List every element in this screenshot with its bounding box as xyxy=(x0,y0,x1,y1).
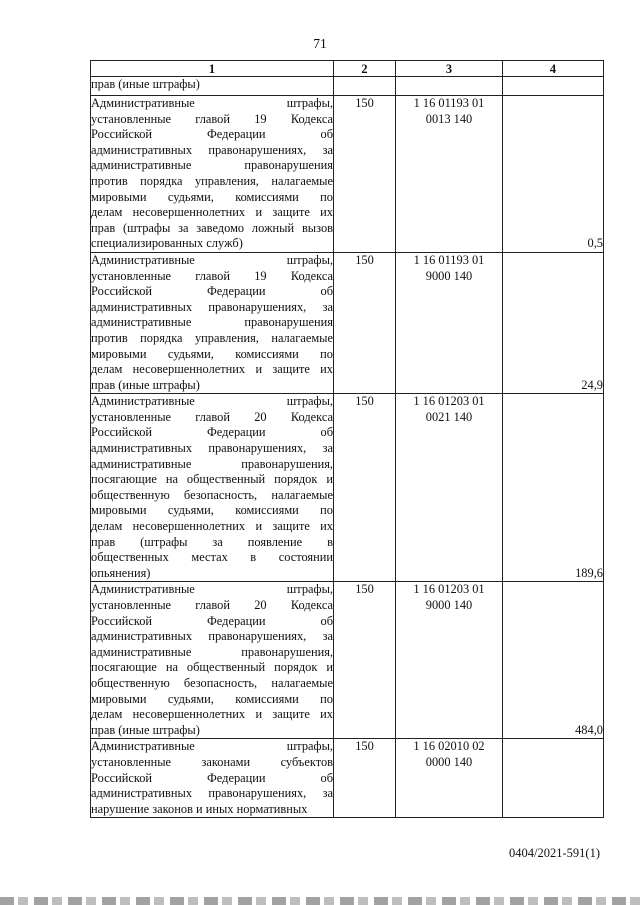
description-line: посягающие на общественный порядок и xyxy=(91,660,333,675)
description-line: делам несовершеннолетних и защите их xyxy=(91,362,333,377)
table-row xyxy=(91,252,604,393)
description-cell xyxy=(91,582,334,739)
description-line: Российской Федерации об xyxy=(91,613,333,628)
description-line: общественную безопасность, налагаемые xyxy=(91,487,333,502)
carryover-empty-cell xyxy=(396,77,503,96)
description-line: мировыми судьями, комиссиями по xyxy=(91,189,333,204)
description-line: прав (иные штрафы) xyxy=(91,377,200,392)
page-number: 71 xyxy=(313,36,327,51)
description-line: делам несовершеннолетних и защите их xyxy=(91,205,333,220)
description-line: мировыми судьями, комиссиями по xyxy=(91,503,333,518)
description-line: административных правонарушениях, за xyxy=(91,441,333,456)
description-line: мировыми судьями, комиссиями по xyxy=(91,691,333,706)
amount-cell: 484,0 xyxy=(503,582,604,739)
column-header-3: 3 xyxy=(396,61,503,77)
description-line: административные правонарушения, xyxy=(91,456,333,471)
carryover-empty-cell xyxy=(503,77,604,96)
description-line: Административные штрафы, xyxy=(91,582,333,597)
kind-code-cell: 150 xyxy=(334,96,396,253)
description-line: установленные главой 20 Кодекса xyxy=(91,598,333,612)
budget-code-line: 1 16 02010 02 xyxy=(413,739,485,754)
description-line: административных правонарушениях, за xyxy=(91,142,333,157)
description-line: прав (штрафы за появление в xyxy=(91,534,333,549)
description-line: установленные законами субъектов xyxy=(91,754,333,769)
budget-code-line: 1 16 01203 01 xyxy=(413,582,485,597)
description-line: Административные штрафы, xyxy=(91,252,333,267)
description-line: делам несовершеннолетних и защите их xyxy=(91,519,333,534)
description-line: против порядка управления, налагаемые xyxy=(91,173,333,188)
description-line: административные правонарушения xyxy=(91,315,333,330)
description-line: делам несовершеннолетних и защите их xyxy=(91,707,333,722)
column-header-4: 4 xyxy=(503,61,604,77)
carryover-empty-cell xyxy=(334,77,396,96)
description-line: административных правонарушениях, за xyxy=(91,786,333,801)
description-line: специализированных служб) xyxy=(91,236,243,251)
table-header-row xyxy=(91,61,604,77)
description-line: Российской Федерации об xyxy=(91,770,333,785)
budget-code-cell xyxy=(396,252,503,393)
budget-code-line: 0000 140 xyxy=(425,754,473,769)
table-row xyxy=(91,96,604,253)
kind-code-cell: 150 xyxy=(334,739,396,818)
budget-code-line: 0021 140 xyxy=(425,409,473,424)
description-line: административных правонарушениях, за xyxy=(91,299,333,314)
description-line: нарушение законов и иных нормативных xyxy=(91,801,308,816)
description-cell xyxy=(91,739,334,818)
budget-code-cell xyxy=(396,582,503,739)
budget-code-line: 1 16 01203 01 xyxy=(413,394,485,409)
description-line: общественных местах в состоянии xyxy=(91,550,333,565)
budget-code-line: 1 16 01193 01 xyxy=(413,96,485,110)
budget-code-cell xyxy=(396,96,503,253)
document-number: 0404/2021-591(1) xyxy=(509,846,600,860)
description-line: Административные штрафы, xyxy=(91,394,333,409)
description-line: посягающие на общественный порядок и xyxy=(91,472,333,487)
description-cell xyxy=(91,394,334,582)
description-line: Российской Федерации об xyxy=(91,284,333,299)
amount-cell: 189,6 xyxy=(503,394,604,582)
budget-code-line: 9000 140 xyxy=(425,268,473,283)
description-line: административных правонарушениях, за xyxy=(91,629,333,644)
table-row xyxy=(91,739,604,818)
description-line: Российской Федерации об xyxy=(91,425,333,440)
column-header-2: 2 xyxy=(334,61,396,77)
scan-edge-artifact xyxy=(0,897,640,905)
table-row xyxy=(91,394,604,582)
description-line: установленные главой 19 Кодекса xyxy=(91,268,333,283)
description-line: опьянения) xyxy=(91,565,151,580)
kind-code-cell: 150 xyxy=(334,252,396,393)
description-line: установленные главой 19 Кодекса xyxy=(91,111,333,126)
description-line: Российской Федерации об xyxy=(91,127,333,142)
amount-cell xyxy=(503,739,604,818)
table-row-carryover xyxy=(91,77,604,96)
kind-code-cell: 150 xyxy=(334,582,396,739)
budget-code-line: 1 16 01193 01 xyxy=(413,252,485,267)
description-line: общественную безопасность, налагаемые xyxy=(91,675,333,690)
table-row xyxy=(91,582,604,739)
description-line: против порядка управления, налагаемые xyxy=(91,330,333,345)
description-line: мировыми судьями, комиссиями по xyxy=(91,346,333,361)
description-cell xyxy=(91,252,334,393)
amount-cell: 0,5 xyxy=(503,96,604,253)
amount-cell: 24,9 xyxy=(503,252,604,393)
budget-code-line: 0013 140 xyxy=(425,111,473,126)
budget-code-cell xyxy=(396,394,503,582)
budget-code-line: 9000 140 xyxy=(425,598,473,612)
description-line: прав (штрафы за заведомо ложный вызов xyxy=(91,220,333,235)
description-line: Административные штрафы, xyxy=(91,96,333,110)
description-cell xyxy=(91,96,334,253)
description-line: административные правонарушения, xyxy=(91,644,333,659)
column-header-1: 1 xyxy=(91,61,334,77)
description-line: административные правонарушения xyxy=(91,158,333,173)
kind-code-cell: 150 xyxy=(334,394,396,582)
budget-code-cell xyxy=(396,739,503,818)
budget-table xyxy=(90,60,604,818)
carryover-text: прав (иные штрафы) xyxy=(91,77,334,96)
description-line: Административные штрафы, xyxy=(91,739,333,754)
description-line: установленные главой 20 Кодекса xyxy=(91,409,333,424)
description-line: прав (иные штрафы) xyxy=(91,722,200,737)
